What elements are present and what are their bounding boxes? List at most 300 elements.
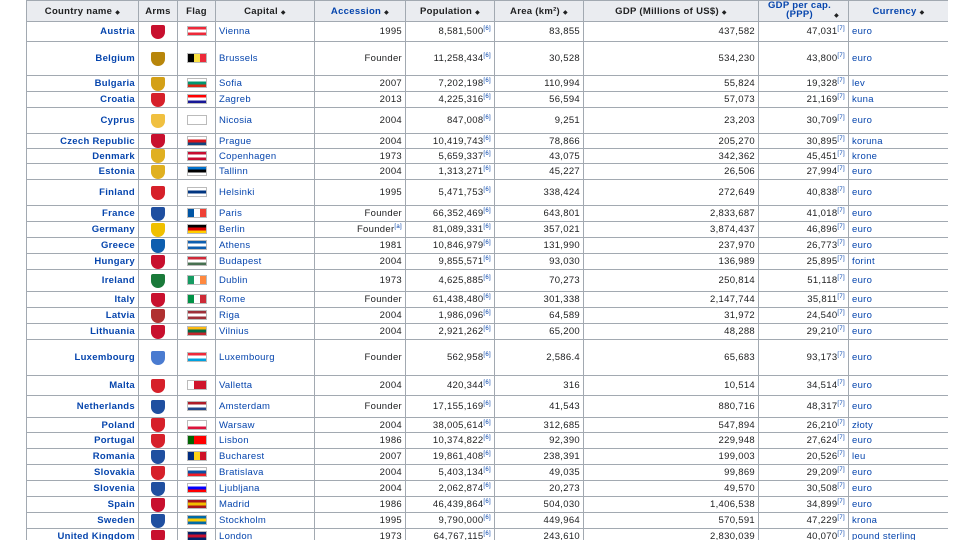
coat-of-arms-icon[interactable] bbox=[151, 93, 165, 107]
reference-link[interactable]: [7] bbox=[837, 400, 845, 407]
reference-link[interactable]: [6] bbox=[483, 400, 491, 407]
country-link[interactable]: United Kingdom bbox=[57, 531, 135, 540]
capital-link[interactable]: Athens bbox=[216, 238, 315, 254]
area-cell: 9,251 bbox=[495, 108, 584, 134]
reference-link[interactable]: [7] bbox=[837, 114, 845, 121]
reference-link[interactable]: [6] bbox=[483, 482, 491, 489]
area-cell: 20,273 bbox=[495, 481, 584, 497]
reference-link[interactable]: [6] bbox=[483, 77, 491, 84]
reference-link[interactable]: [7] bbox=[837, 351, 845, 358]
population-cell bbox=[406, 238, 495, 254]
coat-of-arms-icon[interactable] bbox=[151, 207, 165, 221]
gdp-cell: 31,972 bbox=[584, 308, 759, 324]
coat-of-arms-icon[interactable] bbox=[151, 293, 165, 307]
coat-of-arms-icon[interactable] bbox=[151, 514, 165, 528]
sort-icon[interactable]: ◆ bbox=[384, 9, 390, 16]
capital-link[interactable]: Nicosia bbox=[216, 108, 315, 134]
accession-value: 1995 bbox=[379, 26, 402, 37]
gdp-cell: 2,833,687 bbox=[584, 206, 759, 222]
gdp-cell: 65,683 bbox=[584, 340, 759, 376]
reference-link[interactable]: [6] bbox=[483, 223, 491, 230]
gdp-per-capita-cell bbox=[759, 529, 849, 540]
currency-link[interactable]: euro bbox=[849, 465, 949, 481]
gdp-cell: 237,970 bbox=[584, 238, 759, 254]
accession-cell bbox=[315, 92, 406, 108]
capital-link[interactable]: Berlin bbox=[216, 222, 315, 238]
coat-of-arms-icon[interactable] bbox=[151, 498, 165, 512]
header-gdp-per-capita-line1[interactable]: GDP per cap. bbox=[767, 0, 832, 11]
header-gdp-per-capita[interactable] bbox=[759, 1, 849, 22]
country-link[interactable]: Germany bbox=[91, 224, 135, 235]
flag-icon[interactable] bbox=[187, 208, 207, 218]
reference-link[interactable]: [6] bbox=[483, 25, 491, 32]
currency-link[interactable]: euro bbox=[849, 324, 949, 340]
capital-link[interactable]: Rome bbox=[216, 292, 315, 308]
country-link[interactable]: Czech Republic bbox=[60, 135, 135, 147]
area-cell: 64,589 bbox=[495, 308, 584, 324]
population-cell bbox=[406, 396, 495, 418]
sort-icon[interactable]: ◆ bbox=[280, 9, 286, 16]
currency-link[interactable]: euro bbox=[849, 164, 949, 180]
capital-link[interactable]: Stockholm bbox=[216, 513, 315, 529]
coat-of-arms-icon[interactable] bbox=[151, 434, 165, 448]
capital-link[interactable]: Valletta bbox=[216, 376, 315, 396]
reference-link[interactable]: [7] bbox=[837, 165, 845, 172]
flag-icon[interactable] bbox=[187, 187, 207, 197]
area-cell: 49,035 bbox=[495, 465, 584, 481]
country-cell bbox=[27, 418, 139, 433]
coat-of-arms-icon[interactable] bbox=[151, 466, 165, 480]
reference-link[interactable]: [7] bbox=[837, 482, 845, 489]
table-row bbox=[27, 164, 949, 180]
gdp-per-capita-cell bbox=[759, 418, 849, 433]
reference-link[interactable]: [6] bbox=[483, 293, 491, 300]
capital-link[interactable]: Riga bbox=[216, 308, 315, 324]
sort-icon[interactable]: ◆ bbox=[563, 9, 568, 16]
reference-link[interactable]: [7] bbox=[837, 207, 845, 214]
population-cell bbox=[406, 254, 495, 270]
currency-link[interactable]: euro bbox=[849, 396, 949, 418]
capital-link[interactable]: Bratislava bbox=[216, 465, 315, 481]
header-accession[interactable]: Accession ◆ bbox=[315, 1, 406, 22]
flag-icon[interactable] bbox=[187, 499, 207, 509]
country-link[interactable]: Denmark bbox=[92, 150, 135, 162]
header-population[interactable]: Population ◆ bbox=[406, 1, 495, 22]
reference-link[interactable]: [6] bbox=[483, 114, 491, 121]
gdp-per-capita-cell bbox=[759, 42, 849, 76]
flag-icon[interactable] bbox=[187, 435, 207, 445]
currency-link[interactable]: euro bbox=[849, 238, 949, 254]
arms-cell bbox=[139, 222, 178, 238]
sort-icon[interactable]: ◆ bbox=[919, 9, 925, 16]
coat-of-arms-icon[interactable] bbox=[151, 418, 165, 432]
reference-link[interactable]: [6] bbox=[483, 434, 491, 441]
country-link[interactable]: Lithuania bbox=[90, 326, 135, 337]
population-value: 38,005,614 bbox=[432, 419, 484, 431]
country-link[interactable]: Ireland bbox=[101, 275, 135, 286]
flag-cell bbox=[178, 465, 216, 481]
currency-link[interactable]: euro bbox=[849, 376, 949, 396]
population-value: 11,258,434 bbox=[433, 53, 484, 64]
country-link[interactable]: Luxembourg bbox=[74, 352, 135, 363]
coat-of-arms-icon[interactable] bbox=[151, 482, 165, 496]
country-link[interactable]: Belgium bbox=[95, 53, 135, 64]
population-cell bbox=[406, 340, 495, 376]
currency-link[interactable]: euro bbox=[849, 433, 949, 449]
population-cell bbox=[406, 418, 495, 433]
reference-link[interactable]: [6] bbox=[483, 309, 491, 316]
flag-icon[interactable] bbox=[187, 294, 207, 304]
gdp-cell: 272,649 bbox=[584, 180, 759, 206]
capital-link[interactable]: Paris bbox=[216, 206, 315, 222]
population-value: 7,202,198 bbox=[438, 78, 484, 89]
accession-value: Founder bbox=[364, 401, 402, 412]
flag-cell bbox=[178, 92, 216, 108]
flag-icon[interactable] bbox=[187, 483, 207, 493]
reference-link[interactable]: [7] bbox=[837, 379, 845, 386]
arms-cell bbox=[139, 481, 178, 497]
coat-of-arms-icon[interactable] bbox=[151, 309, 165, 323]
accession-cell bbox=[315, 180, 406, 206]
capital-link[interactable]: Helsinki bbox=[216, 180, 315, 206]
accession-value: 2004 bbox=[379, 166, 402, 177]
coat-of-arms-icon[interactable] bbox=[151, 114, 165, 128]
country-link[interactable]: Bulgaria bbox=[94, 78, 135, 89]
country-cell bbox=[27, 180, 139, 206]
arms-cell bbox=[139, 108, 178, 134]
country-link[interactable]: Austria bbox=[100, 26, 135, 37]
country-link[interactable]: Poland bbox=[101, 419, 135, 431]
gdp-per-capita-value: 40,070 bbox=[806, 531, 838, 540]
arms-cell bbox=[139, 324, 178, 340]
coat-of-arms-icon[interactable] bbox=[151, 379, 165, 393]
currency-link[interactable]: euro bbox=[849, 340, 949, 376]
flag-cell bbox=[178, 396, 216, 418]
currency-link[interactable]: kuna bbox=[849, 92, 949, 108]
reference-link[interactable]: [7] bbox=[837, 77, 845, 84]
reference-link[interactable]: [7] bbox=[837, 434, 845, 441]
table-row bbox=[27, 22, 949, 42]
currency-link[interactable]: euro bbox=[849, 222, 949, 238]
reference-link[interactable]: [6] bbox=[483, 514, 491, 521]
coat-of-arms-icon[interactable] bbox=[151, 351, 165, 365]
coat-of-arms-icon[interactable] bbox=[151, 325, 165, 339]
reference-link[interactable]: [6] bbox=[483, 419, 491, 426]
reference-link[interactable]: [7] bbox=[837, 93, 845, 100]
reference-link[interactable]: [6] bbox=[483, 93, 491, 100]
flag-icon[interactable] bbox=[187, 240, 207, 250]
flag-icon[interactable] bbox=[187, 136, 207, 146]
capital-link[interactable]: Copenhagen bbox=[216, 149, 315, 164]
flag-icon[interactable] bbox=[187, 151, 207, 161]
currency-link[interactable]: euro bbox=[849, 292, 949, 308]
country-cell bbox=[27, 449, 139, 465]
country-link[interactable]: Slovenia bbox=[93, 483, 135, 494]
coat-of-arms-icon[interactable] bbox=[151, 77, 165, 91]
capital-link[interactable]: Zagreb bbox=[216, 92, 315, 108]
country-link[interactable]: France bbox=[102, 208, 135, 219]
table-row bbox=[27, 433, 949, 449]
capital-link[interactable]: Vienna bbox=[216, 22, 315, 42]
capital-link[interactable]: Ljubljana bbox=[216, 481, 315, 497]
accession-value: 2007 bbox=[379, 451, 402, 462]
capital-link[interactable]: Brussels bbox=[216, 42, 315, 76]
reference-link[interactable]: [7] bbox=[837, 52, 845, 59]
country-link[interactable]: Romania bbox=[92, 451, 135, 462]
sort-icon[interactable]: ◆ bbox=[834, 13, 839, 19]
population-value: 10,374,822 bbox=[432, 435, 484, 446]
currency-link[interactable]: euro bbox=[849, 180, 949, 206]
currency-link[interactable]: lev bbox=[849, 76, 949, 92]
country-link[interactable]: Greece bbox=[100, 240, 135, 251]
reference-link[interactable]: [7] bbox=[837, 450, 845, 457]
coat-of-arms-icon[interactable] bbox=[151, 223, 165, 237]
gdp-per-capita-value: 48,317 bbox=[806, 401, 838, 412]
capital-link[interactable]: Dublin bbox=[216, 270, 315, 292]
sort-icon[interactable]: ◆ bbox=[115, 9, 121, 16]
reference-link[interactable]: [7] bbox=[837, 498, 845, 505]
accession-cell bbox=[315, 513, 406, 529]
reference-link[interactable]: [6] bbox=[483, 52, 491, 59]
population-value: 562,958 bbox=[446, 352, 484, 363]
reference-link[interactable]: [6] bbox=[483, 255, 491, 262]
arms-cell bbox=[139, 497, 178, 513]
reference-link[interactable]: [6] bbox=[483, 135, 491, 142]
country-link[interactable]: Latvia bbox=[105, 310, 135, 321]
reference-link[interactable]: [6] bbox=[483, 186, 491, 193]
coat-of-arms-icon[interactable] bbox=[151, 400, 165, 414]
coat-of-arms-icon[interactable] bbox=[151, 25, 165, 39]
population-value: 10,419,743 bbox=[432, 135, 484, 147]
country-link[interactable]: Hungary bbox=[94, 256, 135, 267]
currency-link[interactable]: koruna bbox=[849, 134, 949, 149]
gdp-per-capita-cell bbox=[759, 324, 849, 340]
arms-cell bbox=[139, 433, 178, 449]
arms-cell bbox=[139, 465, 178, 481]
reference-link[interactable]: [7] bbox=[837, 239, 845, 246]
currency-link[interactable]: euro bbox=[849, 497, 949, 513]
flag-icon[interactable] bbox=[187, 94, 207, 104]
reference-link[interactable]: [7] bbox=[837, 255, 845, 262]
accession-value: 1986 bbox=[379, 435, 402, 446]
capital-link[interactable]: Lisbon bbox=[216, 433, 315, 449]
coat-of-arms-icon[interactable] bbox=[151, 450, 165, 464]
reference-link[interactable]: [6] bbox=[483, 325, 491, 332]
table-row bbox=[27, 465, 949, 481]
gdp-per-capita-cell bbox=[759, 149, 849, 164]
currency-link[interactable]: euro bbox=[849, 206, 949, 222]
capital-link[interactable]: Madrid bbox=[216, 497, 315, 513]
capital-link[interactable]: Luxembourg bbox=[216, 340, 315, 376]
population-value: 1,313,271 bbox=[438, 166, 484, 177]
capital-link[interactable]: Tallinn bbox=[216, 164, 315, 180]
reference-link[interactable]: [7] bbox=[837, 325, 845, 332]
flag-icon[interactable] bbox=[187, 115, 207, 125]
coat-of-arms-icon[interactable] bbox=[151, 165, 165, 179]
flag-icon[interactable] bbox=[187, 53, 207, 63]
currency-link[interactable]: euro bbox=[849, 42, 949, 76]
coat-of-arms-icon[interactable] bbox=[151, 274, 165, 288]
currency-link[interactable]: euro bbox=[849, 270, 949, 292]
table-row bbox=[27, 324, 949, 340]
reference-link[interactable]: [7] bbox=[837, 274, 845, 281]
currency-link[interactable]: krona bbox=[849, 513, 949, 529]
flag-cell bbox=[178, 497, 216, 513]
gdp-per-capita-value: 34,514 bbox=[806, 380, 838, 391]
area-cell: 45,227 bbox=[495, 164, 584, 180]
country-link[interactable]: Malta bbox=[109, 380, 135, 391]
area-cell: 316 bbox=[495, 376, 584, 396]
reference-link[interactable]: [7] bbox=[837, 309, 845, 316]
coat-of-arms-icon[interactable] bbox=[151, 52, 165, 66]
country-link[interactable]: Sweden bbox=[97, 515, 135, 526]
country-link[interactable]: Portugal bbox=[94, 435, 135, 446]
country-link[interactable]: Estonia bbox=[98, 166, 135, 177]
coat-of-arms-icon[interactable] bbox=[151, 186, 165, 200]
reference-link[interactable]: [7] bbox=[837, 135, 845, 142]
gdp-per-capita-cell bbox=[759, 108, 849, 134]
reference-link[interactable]: [a] bbox=[394, 223, 402, 230]
country-cell bbox=[27, 76, 139, 92]
currency-link[interactable]: forint bbox=[849, 254, 949, 270]
reference-link[interactable]: [6] bbox=[483, 165, 491, 172]
reference-link[interactable]: [6] bbox=[483, 530, 491, 537]
header-capital[interactable]: Capital ◆ bbox=[216, 1, 315, 22]
flag-cell bbox=[178, 42, 216, 76]
reference-link[interactable]: [6] bbox=[483, 379, 491, 386]
header-gdp[interactable]: GDP (Millions of US$) ◆ bbox=[584, 1, 759, 22]
country-cell bbox=[27, 324, 139, 340]
gdp-cell: 1,406,538 bbox=[584, 497, 759, 513]
reference-link[interactable]: [6] bbox=[483, 274, 491, 281]
capital-link[interactable]: Vilnius bbox=[216, 324, 315, 340]
reference-link[interactable]: [7] bbox=[837, 223, 845, 230]
flag-icon[interactable] bbox=[187, 224, 207, 234]
sort-icon[interactable]: ◆ bbox=[721, 9, 727, 16]
reference-link[interactable]: [6] bbox=[483, 351, 491, 358]
flag-icon[interactable] bbox=[187, 531, 207, 540]
reference-link[interactable]: [7] bbox=[837, 514, 845, 521]
population-cell bbox=[406, 465, 495, 481]
gdp-per-capita-cell bbox=[759, 254, 849, 270]
flag-icon[interactable] bbox=[187, 275, 207, 285]
currency-link[interactable]: leu bbox=[849, 449, 949, 465]
reference-link[interactable]: [6] bbox=[483, 498, 491, 505]
arms-cell bbox=[139, 308, 178, 324]
population-value: 420,344 bbox=[446, 380, 484, 391]
country-link[interactable]: Croatia bbox=[100, 94, 135, 105]
reference-link[interactable]: [7] bbox=[837, 150, 845, 157]
reference-link[interactable]: [7] bbox=[837, 293, 845, 300]
flag-icon[interactable] bbox=[187, 380, 207, 390]
arms-cell bbox=[139, 254, 178, 270]
gdp-cell: 250,814 bbox=[584, 270, 759, 292]
gdp-per-capita-value: 20,526 bbox=[806, 451, 838, 462]
flag-icon[interactable] bbox=[187, 420, 207, 430]
reference-link[interactable]: [7] bbox=[837, 530, 845, 537]
gdp-per-capita-cell bbox=[759, 92, 849, 108]
flag-icon[interactable] bbox=[187, 326, 207, 336]
coat-of-arms-icon[interactable] bbox=[151, 149, 165, 163]
reference-link[interactable]: [6] bbox=[483, 239, 491, 246]
area-cell: 449,964 bbox=[495, 513, 584, 529]
accession-value: 1973 bbox=[379, 531, 402, 540]
capital-link[interactable]: Amsterdam bbox=[216, 396, 315, 418]
flag-icon[interactable] bbox=[187, 256, 207, 266]
reference-link[interactable]: [6] bbox=[483, 450, 491, 457]
currency-link[interactable]: euro bbox=[849, 22, 949, 42]
flag-icon[interactable] bbox=[187, 451, 207, 461]
coat-of-arms-icon[interactable] bbox=[151, 530, 165, 540]
header-area[interactable]: Area (km²) ◆ bbox=[495, 1, 584, 22]
country-link[interactable]: Netherlands bbox=[76, 401, 135, 412]
currency-link[interactable]: pound sterling bbox=[849, 529, 949, 540]
currency-link[interactable]: euro bbox=[849, 108, 949, 134]
reference-link[interactable]: [6] bbox=[483, 150, 491, 157]
capital-link[interactable]: Bucharest bbox=[216, 449, 315, 465]
flag-icon[interactable] bbox=[187, 78, 207, 88]
flag-icon[interactable] bbox=[187, 352, 207, 362]
gdp-per-capita-cell bbox=[759, 222, 849, 238]
flag-icon[interactable] bbox=[187, 401, 207, 411]
flag-icon[interactable] bbox=[187, 310, 207, 320]
gdp-per-capita-cell bbox=[759, 76, 849, 92]
reference-link[interactable]: [6] bbox=[483, 207, 491, 214]
flag-icon[interactable] bbox=[187, 515, 207, 525]
currency-link[interactable]: złoty bbox=[849, 418, 949, 433]
currency-link[interactable]: euro bbox=[849, 308, 949, 324]
population-cell bbox=[406, 76, 495, 92]
header-gdp-per-capita-line2[interactable]: (PPP) bbox=[786, 9, 813, 20]
header-arms: Arms bbox=[139, 1, 178, 22]
gdp-cell: 342,362 bbox=[584, 149, 759, 164]
country-link[interactable]: Cyprus bbox=[100, 115, 135, 126]
capital-link[interactable]: Budapest bbox=[216, 254, 315, 270]
sort-icon[interactable]: ◆ bbox=[475, 9, 480, 16]
arms-cell bbox=[139, 418, 178, 433]
gdp-cell: 99,869 bbox=[584, 465, 759, 481]
flag-icon[interactable] bbox=[187, 26, 207, 36]
capital-link[interactable]: Sofia bbox=[216, 76, 315, 92]
reference-link[interactable]: [7] bbox=[837, 186, 845, 193]
population-value: 4,625,885 bbox=[438, 275, 484, 286]
country-link[interactable]: Finland bbox=[99, 187, 135, 198]
coat-of-arms-icon[interactable] bbox=[151, 134, 165, 148]
coat-of-arms-icon[interactable] bbox=[151, 239, 165, 253]
flag-icon[interactable] bbox=[187, 166, 207, 176]
table-row bbox=[27, 134, 949, 149]
country-link[interactable]: Slovakia bbox=[94, 467, 135, 478]
capital-link[interactable]: Warsaw bbox=[216, 418, 315, 433]
currency-link[interactable]: krone bbox=[849, 149, 949, 164]
reference-link[interactable]: [7] bbox=[837, 466, 845, 473]
header-currency[interactable]: Currency ◆ bbox=[849, 1, 949, 22]
capital-link[interactable]: Prague bbox=[216, 134, 315, 149]
country-link[interactable]: Italy bbox=[114, 294, 135, 305]
table-row bbox=[27, 42, 949, 76]
country-link[interactable]: Spain bbox=[107, 499, 135, 510]
accession-value: Founder bbox=[364, 352, 402, 363]
accession-value: 2004 bbox=[379, 115, 402, 126]
currency-link[interactable]: euro bbox=[849, 481, 949, 497]
reference-link[interactable]: [7] bbox=[837, 25, 845, 32]
reference-link[interactable]: [7] bbox=[837, 419, 845, 426]
header-country[interactable]: Country name ◆ bbox=[27, 1, 139, 22]
capital-link[interactable]: London bbox=[216, 529, 315, 540]
coat-of-arms-icon[interactable] bbox=[151, 255, 165, 269]
reference-link[interactable]: [6] bbox=[483, 466, 491, 473]
flag-icon[interactable] bbox=[187, 467, 207, 477]
